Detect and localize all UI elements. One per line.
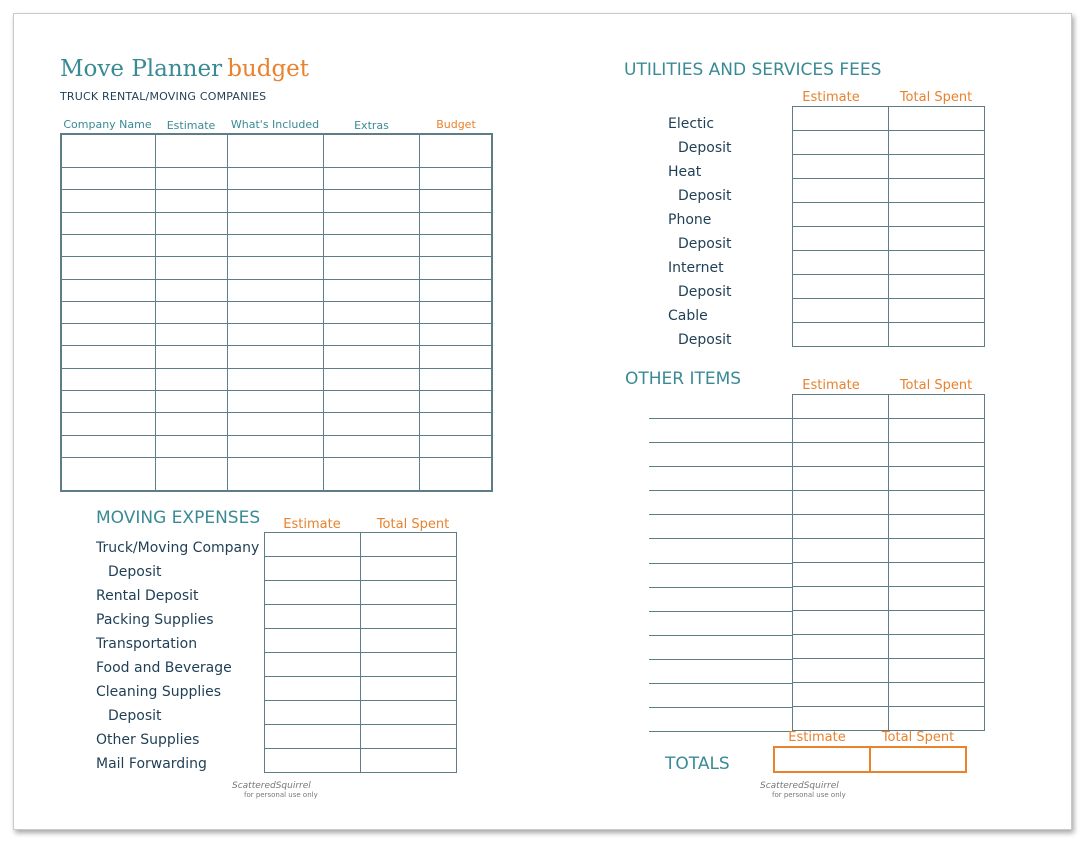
table-cell[interactable]: [61, 134, 156, 167]
table-cell[interactable]: [323, 234, 419, 256]
table-cell[interactable]: [420, 458, 492, 491]
other-item-name-line[interactable]: [649, 635, 793, 636]
table-cell[interactable]: [793, 299, 889, 323]
table-cell[interactable]: [793, 179, 889, 203]
moving-label: Packing Supplies: [96, 612, 214, 628]
truck-table-row: [61, 368, 492, 390]
col-budget: Budget: [436, 118, 476, 131]
utilities-table-row: [793, 227, 985, 251]
truck-table-row: [61, 346, 492, 368]
table-cell[interactable]: [361, 725, 457, 749]
table-cell[interactable]: [265, 701, 361, 725]
table-cell[interactable]: [61, 234, 156, 256]
other-item-name-line[interactable]: [649, 466, 793, 467]
table-cell[interactable]: [420, 190, 492, 212]
utilities-table: [792, 106, 985, 347]
table-cell[interactable]: [361, 605, 457, 629]
totals-total-box[interactable]: [869, 746, 967, 773]
col-whats-included: What's Included: [230, 118, 320, 131]
table-cell[interactable]: [323, 391, 419, 413]
other-item-name-line[interactable]: [649, 442, 793, 443]
utility-label: Deposit: [678, 236, 732, 252]
truck-rental-table: [60, 133, 493, 492]
other-table-row: [793, 419, 985, 443]
table-cell[interactable]: [156, 413, 228, 435]
table-cell[interactable]: [156, 279, 228, 301]
other-table-row: [793, 635, 985, 659]
utilities-table-row: [793, 155, 985, 179]
table-cell[interactable]: [793, 131, 889, 155]
table-cell[interactable]: [793, 611, 889, 635]
table-cell[interactable]: [420, 134, 492, 167]
table-cell[interactable]: [793, 683, 889, 707]
truck-table-row: [61, 279, 492, 301]
table-cell[interactable]: [323, 190, 419, 212]
table-cell[interactable]: [156, 190, 228, 212]
utilities-table-row: [793, 275, 985, 299]
table-cell[interactable]: [793, 203, 889, 227]
moving-total-header: Total Spent: [376, 517, 450, 532]
table-cell[interactable]: [420, 324, 492, 346]
other-table-row: [793, 515, 985, 539]
truck-table-row: [61, 435, 492, 457]
table-cell[interactable]: [889, 299, 985, 323]
table-cell[interactable]: [889, 107, 985, 131]
table-cell[interactable]: [889, 395, 985, 419]
col-extras: Extras: [354, 119, 389, 132]
table-cell[interactable]: [323, 134, 419, 167]
utility-label: Electic: [668, 116, 715, 132]
truck-table-row: [61, 190, 492, 212]
table-cell[interactable]: [889, 683, 985, 707]
moving-label: Transportation: [96, 636, 198, 652]
table-cell[interactable]: [420, 301, 492, 323]
table-cell[interactable]: [361, 749, 457, 773]
table-cell[interactable]: [156, 167, 228, 189]
title-accent: budget: [227, 56, 310, 82]
table-cell[interactable]: [323, 435, 419, 457]
table-cell[interactable]: [793, 539, 889, 563]
utilities-title: UTILITIES AND SERVICES FEES: [624, 60, 882, 80]
table-cell[interactable]: [61, 435, 156, 457]
truck-table-row: [61, 391, 492, 413]
table-cell[interactable]: [265, 605, 361, 629]
other-table-row: [793, 707, 985, 731]
truck-table-row: [61, 134, 492, 167]
table-cell[interactable]: [889, 251, 985, 275]
table-cell[interactable]: [420, 279, 492, 301]
other-item-name-line[interactable]: [649, 731, 793, 732]
table-cell[interactable]: [889, 419, 985, 443]
table-cell[interactable]: [156, 458, 228, 491]
table-cell[interactable]: [793, 227, 889, 251]
other-item-name-line[interactable]: [649, 563, 793, 564]
table-cell[interactable]: [793, 491, 889, 515]
table-cell[interactable]: [156, 368, 228, 390]
table-cell[interactable]: [889, 707, 985, 731]
table-cell[interactable]: [793, 323, 889, 347]
table-cell[interactable]: [420, 257, 492, 279]
table-cell[interactable]: [889, 227, 985, 251]
table-cell[interactable]: [420, 435, 492, 457]
table-cell[interactable]: [420, 413, 492, 435]
utility-label: Deposit: [678, 284, 732, 300]
moving-label: Truck/Moving Company: [96, 540, 260, 556]
table-cell[interactable]: [228, 346, 323, 368]
page-subtitle: TRUCK RENTAL/MOVING COMPANIES: [60, 90, 267, 103]
moving-label: Deposit: [108, 708, 162, 724]
table-cell[interactable]: [61, 458, 156, 491]
truck-table-row: [61, 301, 492, 323]
table-cell[interactable]: [793, 563, 889, 587]
table-cell[interactable]: [61, 190, 156, 212]
moving-table-row: [265, 605, 457, 629]
table-cell[interactable]: [156, 257, 228, 279]
moving-table-row: [265, 653, 457, 677]
table-cell[interactable]: [61, 346, 156, 368]
col-company-name: Company Name: [63, 118, 152, 131]
table-cell[interactable]: [265, 653, 361, 677]
other-table-row: [793, 539, 985, 563]
other-item-name-line[interactable]: [649, 707, 793, 708]
moving-expenses-title: MOVING EXPENSES: [96, 508, 261, 528]
table-cell[interactable]: [889, 563, 985, 587]
table-cell[interactable]: [265, 629, 361, 653]
table-cell[interactable]: [793, 707, 889, 731]
table-cell[interactable]: [265, 533, 361, 557]
table-cell[interactable]: [61, 257, 156, 279]
other-estimate-header: Estimate: [802, 378, 860, 393]
table-cell[interactable]: [793, 635, 889, 659]
other-item-name-line[interactable]: [649, 490, 793, 491]
table-cell[interactable]: [228, 458, 323, 491]
table-cell[interactable]: [265, 557, 361, 581]
moving-table-row: [265, 677, 457, 701]
table-cell[interactable]: [420, 346, 492, 368]
table-cell[interactable]: [156, 391, 228, 413]
utility-label: Phone: [668, 212, 712, 228]
moving-label: Rental Deposit: [96, 588, 199, 604]
moving-label: Food and Beverage: [96, 660, 232, 676]
moving-table-row: [265, 557, 457, 581]
utility-label: Deposit: [678, 140, 732, 156]
utilities-table-row: [793, 299, 985, 323]
table-cell[interactable]: [61, 413, 156, 435]
table-cell[interactable]: [889, 323, 985, 347]
utility-label: Internet: [668, 260, 724, 276]
utility-label: Deposit: [678, 332, 732, 348]
moving-table-row: [265, 629, 457, 653]
table-cell[interactable]: [265, 677, 361, 701]
other-table-row: [793, 563, 985, 587]
other-total-header: Total Spent: [899, 378, 973, 393]
table-cell[interactable]: [361, 701, 457, 725]
table-cell[interactable]: [361, 533, 457, 557]
moving-estimate-header: Estimate: [283, 517, 341, 532]
table-cell[interactable]: [61, 368, 156, 390]
table-cell[interactable]: [323, 413, 419, 435]
table-cell[interactable]: [228, 190, 323, 212]
title-main: Move Planner: [60, 56, 223, 82]
table-cell[interactable]: [793, 275, 889, 299]
table-cell[interactable]: [793, 155, 889, 179]
utility-label: Deposit: [678, 188, 732, 204]
truck-table-row: [61, 413, 492, 435]
table-cell[interactable]: [323, 212, 419, 234]
other-table-row: [793, 587, 985, 611]
moving-expenses-table: [264, 532, 457, 773]
table-cell[interactable]: [228, 301, 323, 323]
other-item-name-line[interactable]: [649, 514, 793, 515]
table-cell[interactable]: [889, 443, 985, 467]
table-cell[interactable]: [228, 324, 323, 346]
table-cell[interactable]: [793, 251, 889, 275]
moving-table-row: [265, 581, 457, 605]
utilities-table-row: [793, 179, 985, 203]
table-cell[interactable]: [420, 167, 492, 189]
truck-table-row: [61, 257, 492, 279]
page-title: [60, 56, 309, 82]
table-cell[interactable]: [889, 275, 985, 299]
table-cell[interactable]: [889, 467, 985, 491]
table-cell[interactable]: [889, 611, 985, 635]
table-cell[interactable]: [61, 279, 156, 301]
utilities-table-row: [793, 323, 985, 347]
totals-label: TOTALS: [665, 754, 730, 774]
moving-table-row: [265, 749, 457, 773]
other-table-row: [793, 443, 985, 467]
table-cell[interactable]: [361, 677, 457, 701]
col-estimate: Estimate: [166, 119, 216, 132]
other-items-title: OTHER ITEMS: [625, 369, 742, 389]
table-cell[interactable]: [420, 368, 492, 390]
table-cell[interactable]: [156, 435, 228, 457]
table-cell[interactable]: [228, 257, 323, 279]
table-cell[interactable]: [265, 581, 361, 605]
table-cell[interactable]: [361, 557, 457, 581]
utility-label: Cable: [668, 308, 708, 324]
table-cell[interactable]: [228, 212, 323, 234]
table-cell[interactable]: [156, 212, 228, 234]
utilities-table-row: [793, 203, 985, 227]
truck-table-row: [61, 167, 492, 189]
table-cell[interactable]: [889, 515, 985, 539]
table-cell[interactable]: [156, 346, 228, 368]
totals-total-header: Total Spent: [881, 730, 955, 745]
truck-table-row: [61, 234, 492, 256]
other-item-name-line[interactable]: [649, 538, 793, 539]
table-cell[interactable]: [156, 324, 228, 346]
table-cell[interactable]: [889, 635, 985, 659]
table-cell[interactable]: [889, 131, 985, 155]
utilities-table-row: [793, 131, 985, 155]
table-cell[interactable]: [889, 203, 985, 227]
table-cell[interactable]: [61, 324, 156, 346]
table-cell[interactable]: [889, 179, 985, 203]
truck-table-row: [61, 324, 492, 346]
table-cell[interactable]: [420, 212, 492, 234]
totals-estimate-box[interactable]: [773, 746, 871, 773]
moving-table-row: [265, 533, 457, 557]
moving-label: Other Supplies: [96, 732, 200, 748]
table-cell[interactable]: [228, 167, 323, 189]
table-cell[interactable]: [889, 491, 985, 515]
other-item-name-line[interactable]: [649, 587, 793, 588]
table-cell[interactable]: [228, 279, 323, 301]
totals-estimate-header: Estimate: [788, 730, 846, 745]
table-cell[interactable]: [793, 443, 889, 467]
table-cell[interactable]: [793, 419, 889, 443]
other-table-row: [793, 659, 985, 683]
table-cell[interactable]: [228, 134, 323, 167]
table-cell[interactable]: [361, 629, 457, 653]
table-cell[interactable]: [265, 725, 361, 749]
table-cell[interactable]: [793, 515, 889, 539]
table-cell[interactable]: [793, 587, 889, 611]
table-cell[interactable]: [323, 368, 419, 390]
table-cell[interactable]: [323, 301, 419, 323]
table-cell[interactable]: [323, 458, 419, 491]
table-cell[interactable]: [793, 467, 889, 491]
table-cell[interactable]: [61, 212, 156, 234]
table-cell[interactable]: [420, 234, 492, 256]
table-cell[interactable]: [228, 413, 323, 435]
table-cell[interactable]: [793, 659, 889, 683]
moving-label: Mail Forwarding: [96, 756, 207, 772]
truck-table-row: [61, 212, 492, 234]
other-table-row: [793, 683, 985, 707]
table-cell[interactable]: [361, 653, 457, 677]
moving-table-row: [265, 701, 457, 725]
utilities-table-row: [793, 251, 985, 275]
table-cell[interactable]: [323, 324, 419, 346]
other-item-name-line[interactable]: [649, 418, 793, 419]
table-cell[interactable]: [228, 435, 323, 457]
table-cell[interactable]: [323, 257, 419, 279]
table-cell[interactable]: [61, 167, 156, 189]
table-cell[interactable]: [323, 346, 419, 368]
other-table-row: [793, 611, 985, 635]
utilities-table-row: [793, 107, 985, 131]
table-cell[interactable]: [889, 155, 985, 179]
table-cell[interactable]: [889, 539, 985, 563]
utilities-total-header: Total Spent: [899, 90, 973, 105]
other-table-row: [793, 395, 985, 419]
table-cell[interactable]: [889, 587, 985, 611]
table-cell[interactable]: [889, 659, 985, 683]
table-cell[interactable]: [156, 134, 228, 167]
table-cell[interactable]: [228, 234, 323, 256]
table-cell[interactable]: [265, 749, 361, 773]
footer-logo-left: ScatteredSquirrel for personal use only: [232, 781, 318, 799]
table-cell[interactable]: [420, 391, 492, 413]
table-cell[interactable]: [793, 395, 889, 419]
table-cell[interactable]: [61, 391, 156, 413]
other-item-name-line[interactable]: [649, 683, 793, 684]
table-cell[interactable]: [156, 234, 228, 256]
other-items-table: [792, 394, 985, 731]
other-table-row: [793, 491, 985, 515]
footer-logo-right: ScatteredSquirrel for personal use only: [760, 781, 846, 799]
moving-table-row: [265, 725, 457, 749]
utilities-estimate-header: Estimate: [802, 90, 860, 105]
table-cell[interactable]: [228, 368, 323, 390]
truck-table-row: [61, 458, 492, 491]
utility-label: Heat: [668, 164, 702, 180]
moving-label: Cleaning Supplies: [96, 684, 222, 700]
table-cell[interactable]: [793, 107, 889, 131]
table-cell[interactable]: [156, 301, 228, 323]
table-cell[interactable]: [361, 581, 457, 605]
table-cell[interactable]: [61, 301, 156, 323]
other-table-row: [793, 467, 985, 491]
other-item-name-line[interactable]: [649, 611, 793, 612]
table-cell[interactable]: [323, 167, 419, 189]
other-item-name-line[interactable]: [649, 659, 793, 660]
table-cell[interactable]: [228, 391, 323, 413]
table-cell[interactable]: [323, 279, 419, 301]
moving-label: Deposit: [108, 564, 162, 580]
